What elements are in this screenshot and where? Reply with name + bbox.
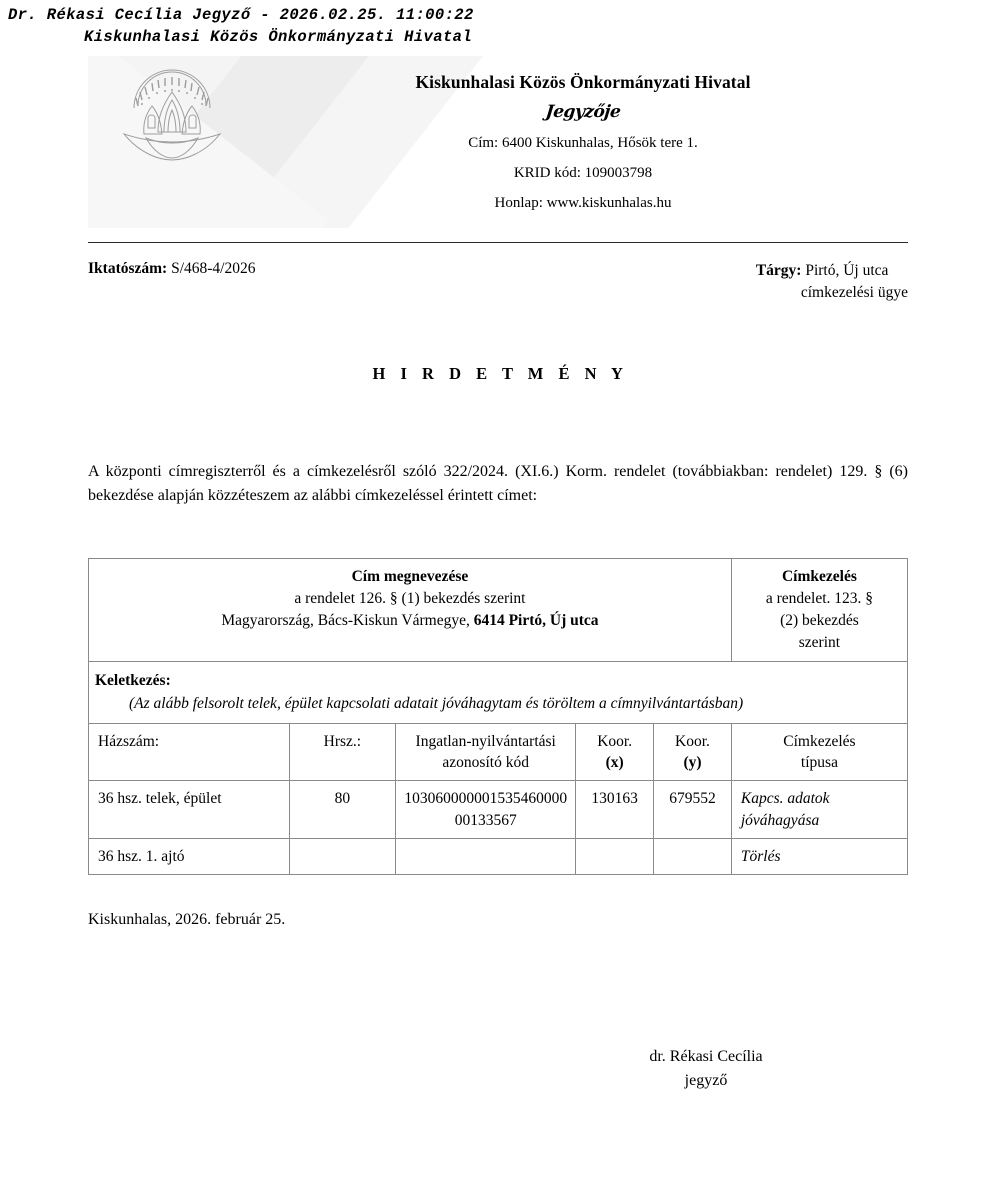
table-row [89,839,908,875]
row-0-koor-x: 130163 [576,781,654,839]
document-page [88,56,908,1092]
column-header-koor-x [576,723,654,781]
letterhead [88,56,908,228]
header-cimkezeles-line-3: szerint [798,634,841,651]
column-header-koor-y-axis: (y) [683,753,702,771]
row-1-hrsz [289,839,395,875]
letterhead-divider [88,242,908,243]
row-0-tipus-line-1: Kapcs. adatok [740,790,830,808]
header-address-prefix: Magyarország, Bács-Kiskun Vármegye, [221,612,474,629]
audit-stamp-line-2: Kiskunhalasi Közös Önkormányzati Hivatal [84,28,473,46]
signer-name: dr. Rékasi Cecília [649,1048,763,1066]
letterhead-role-script: Jegyzője [544,102,622,122]
column-header-ingatlan-line-2: azonosító kód [442,753,529,771]
column-header-ingatlan-line-1: Ingatlan-nyilvántartási [415,732,556,750]
targy-field [756,260,908,304]
row-1-koor-y [654,839,732,875]
header-cimkezeles-title: Címkezelés [781,568,857,585]
audit-stamp-line-1: Dr. Rékasi Cecília Jegyző - 2026.02.25. 11:00:22 [8,6,474,24]
column-header-hrsz: Hrsz.: [289,723,395,781]
iktatoszam-field [88,260,256,278]
kiskunhalas-crest-logo-icon [112,62,232,170]
iktatoszam-value: S/468-4/2026 [171,260,256,277]
column-header-cimkezeles-line-2: típusa [800,753,838,771]
column-header-ingatlan-kod [396,723,576,781]
intro-paragraph: A központi címregiszterről és a címkezelésről szóló 322/2024. (XI.6.) Korm. rendelet (továbbiakban: rendelet) 129. § (6) bekezdése alapján közzéteszem az alábbi címkezeléssel érintett címet: [88,463,908,504]
row-0-hazszam: 36 hsz. telek, épület [89,781,290,839]
row-0-azonosito-kod: 10306000000153546000000133567 [396,781,576,839]
column-header-row [89,723,908,781]
header-cell-address [89,559,732,662]
targy-value-line-1: Pirtó, Új utca [805,262,889,279]
table-row [89,781,908,839]
row-1-hazszam: 36 hsz. 1. ajtó [89,839,290,875]
targy-label: Tárgy: [755,262,802,279]
column-header-koor-x-axis: (x) [605,753,624,771]
column-header-koor-y-label: Koor. [675,732,710,750]
table-header-row [89,559,908,662]
row-1-cimkezeles-tipusa: Törlés [731,839,907,875]
column-header-koor-y [654,723,732,781]
column-header-hazszam: Házszám: [89,723,290,781]
letterhead-krid: KRID kód: 109003798 [513,165,653,181]
keletkezes-cell [89,662,908,724]
keletkezes-row [89,662,908,724]
document-meta-row [88,260,908,312]
letterhead-address: Cím: 6400 Kiskunhalas, Hősök tere 1. [468,135,698,151]
row-0-koor-y: 679552 [654,781,732,839]
header-address-value [95,610,725,632]
letterhead-website: Honlap: www.kiskunhalas.hu [494,195,672,211]
column-header-cimkezeles-line-1: Címkezelés [783,732,856,750]
header-address-subtitle: a rendelet 126. § (1) bekezdés szerint [294,590,526,607]
row-0-hrsz: 80 [289,781,395,839]
column-header-cimkezeles-tipusa [731,723,907,781]
row-0-tipus-line-2: jóváhagyása [740,811,820,829]
keletkezes-label: Keletkezés: [95,672,171,689]
audit-stamp-header [0,4,987,48]
header-cell-cimkezeles [731,559,907,662]
place-and-date: Kiskunhalas, 2026. február 25. [88,911,286,929]
address-table [88,558,908,875]
document-title: H I R D E T M É N Y [372,364,629,383]
keletkezes-note: (Az alább felsorolt telek, épület kapcsolati adatait jóváhagytam és töröltem a címnyilvántartásban) [129,695,744,713]
signature-block [526,1045,886,1091]
letterhead-text-block [258,72,908,212]
header-address-bold: 6414 Pirtó, Új utca [473,612,599,629]
targy-value-line-2: címkezelési ügye [800,284,908,301]
row-1-azonosito-kod [396,839,576,875]
row-1-koor-x [576,839,654,875]
signer-title: jegyző [684,1071,728,1089]
column-header-koor-x-label: Koor. [597,732,633,750]
header-cimkezeles-line-1: a rendelet. 123. § [765,590,874,607]
iktatoszam-label: Iktatószám: [88,260,168,277]
row-0-cimkezeles-tipusa [731,781,907,839]
letterhead-organization: Kiskunhalasi Közös Önkormányzati Hivatal [415,72,751,92]
header-address-title: Cím megnevezése [351,568,469,585]
header-cimkezeles-line-2: (2) bekezdés [780,612,859,629]
